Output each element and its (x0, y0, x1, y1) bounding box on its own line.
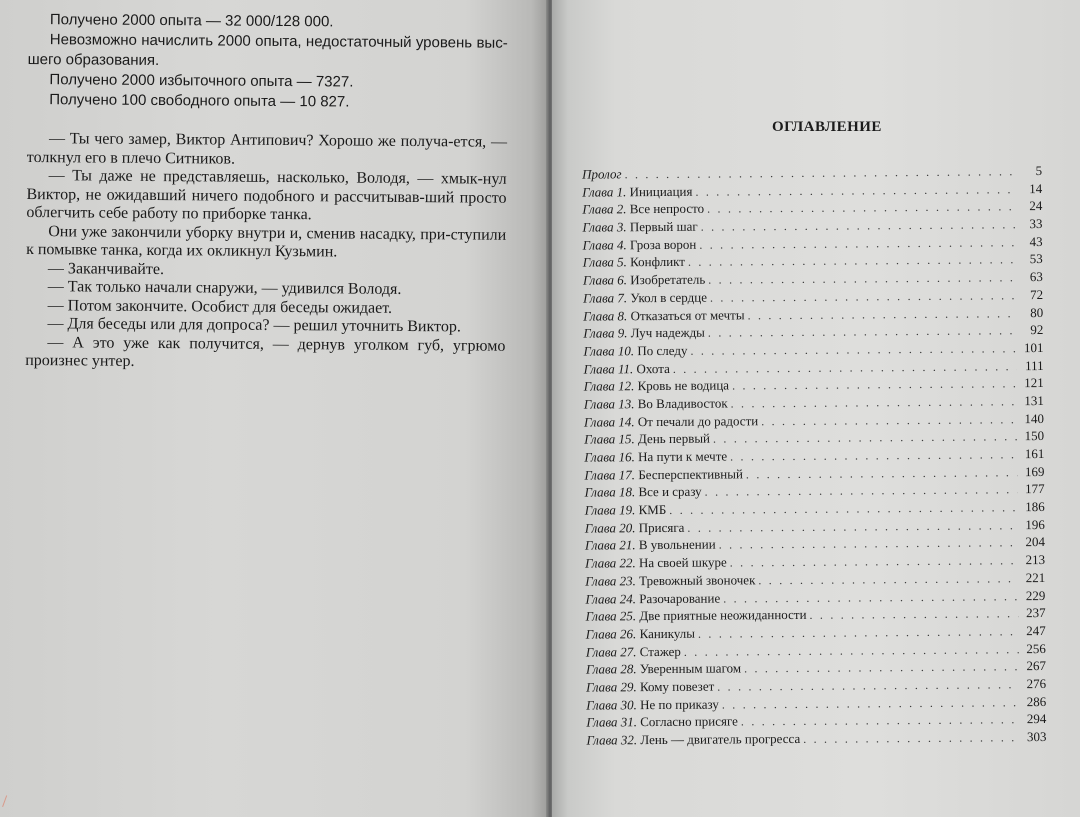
toc-page-number: 229 (1025, 587, 1046, 603)
toc-entry-label (586, 661, 741, 678)
toc-dot-leader (717, 677, 1019, 694)
toc-dot-leader (719, 536, 1018, 553)
toc-chapter-number: Глава 22. (585, 555, 636, 571)
toc-dot-leader (701, 217, 1016, 234)
toc-entry-label (583, 254, 685, 271)
toc-dot-leader (699, 235, 1015, 252)
toc-chapter-number: Глава 27. (585, 643, 637, 660)
toc-dot-leader (744, 659, 1019, 676)
toc-page-number: 131 (1024, 392, 1044, 409)
toc-chapter-number: Пролог (582, 166, 622, 182)
prose-paragraph: — Ты чего замер, Виктор Антипович? Хорошо же получа-ется, — толкнул его в плечо Ситников. (26, 130, 508, 168)
toc-chapter-number: Глава 9. (583, 325, 628, 341)
toc-chapter-number: Глава 28. (585, 661, 637, 677)
toc-entry-label (584, 413, 758, 430)
toc-chapter-number: Глава 4. (582, 237, 627, 253)
toc-dot-leader (705, 483, 1018, 500)
toc-entry-label (584, 395, 728, 412)
toc-entry-label (586, 731, 800, 749)
toc-page-number: 121 (1024, 375, 1044, 391)
toc-dot-leader (710, 288, 1016, 305)
toc-page-number: 213 (1025, 552, 1046, 568)
toc-dot-leader (741, 713, 1020, 730)
toc-dot-leader (684, 642, 1019, 660)
toc-chapter-number: Глава 15. (584, 431, 635, 447)
prose-paragraph: — Потом закончите. Особист для беседы ожидает. (47, 296, 393, 317)
toc-page-number: 286 (1026, 693, 1047, 709)
toc-entry-label (585, 502, 667, 519)
system-message: Получено 100 свободного опыта — 10 827. (49, 91, 350, 111)
toc-dot-leader (748, 306, 1017, 323)
toc-entry-label (585, 572, 755, 589)
toc-page-number: 294 (1026, 711, 1047, 727)
prose-paragraph: Они уже закончили уборку внутри и, сменив насадку, при-ступили к помывке танка, когда их окликнул Кузьмин. (26, 222, 507, 261)
toc-chapter-number: Глава 14. (583, 413, 635, 430)
toc-dot-leader (698, 624, 1019, 642)
toc-entry-label (586, 696, 719, 713)
toc-chapter-title: КМБ (638, 502, 667, 518)
toc-chapter-number: Глава 24. (585, 590, 637, 607)
toc-chapter-title: Отказаться от мечты (630, 306, 745, 323)
toc-chapter-title: Инициация (629, 183, 693, 199)
toc-page-number: 237 (1025, 605, 1046, 621)
toc-dot-leader (730, 553, 1018, 570)
toc-dot-leader (708, 323, 1017, 340)
toc-chapter-title: По следу (637, 342, 688, 359)
toc-page-number: 24 (1029, 198, 1043, 214)
toc-entry-label (586, 626, 695, 643)
toc-chapter-title: Тревожный звоночек (639, 572, 756, 588)
toc-chapter-number: Глава 8. (583, 307, 628, 324)
toc-entry-label (585, 484, 702, 501)
prose-paragraph: — Так только начали снаружи, — удивился Володя. (47, 278, 402, 298)
toc-entry-label (582, 166, 622, 182)
toc-chapter-title: Бесперспективный (638, 466, 743, 482)
toc-page-number: 161 (1024, 445, 1045, 462)
toc-chapter-number: Глава 13. (583, 396, 635, 412)
toc-dot-leader (708, 270, 1016, 287)
toc-entry-label (586, 643, 681, 660)
toc-entry-label (583, 325, 705, 342)
toc-page-number: 247 (1026, 622, 1046, 639)
toc-chapter-number: Глава 20. (584, 519, 636, 536)
left-page-text (25, 10, 508, 374)
toc-entry-label (583, 307, 744, 324)
prose-paragraph: — Ты даже не представляешь, насколько, Володя, — хмык-нул Виктор, не ожидавший ничего подобного и рассчитывав-ший просто облегчить себе работу по приборке танка. (26, 167, 507, 224)
toc-entry-label (586, 679, 714, 696)
toc-page-number: 303 (1026, 728, 1047, 745)
toc-chapter-title: Уверенным шагом (639, 660, 742, 677)
system-message: Невозможно начислить 2000 опыта, недостаточный уровень выс-шего образования. (27, 31, 508, 70)
toc-page-number: 169 (1024, 463, 1045, 479)
toc-page-number: 63 (1029, 269, 1043, 285)
toc-entry-label (582, 183, 692, 200)
toc-page-number: 53 (1029, 251, 1043, 267)
toc-chapter-number: Глава 23. (585, 573, 636, 589)
toc-chapter-title: В увольнении (638, 537, 716, 553)
toc-chapter-title: Разочарование (639, 590, 721, 606)
toc-page-number: 177 (1025, 481, 1045, 497)
toc-chapter-number: Глава 30. (586, 696, 637, 713)
toc-dot-leader (707, 200, 1015, 217)
toc-page-number: 140 (1024, 410, 1045, 426)
toc-chapter-number: Глава 29. (586, 679, 637, 695)
toc-chapter-number: Глава 16. (584, 449, 635, 465)
toc-entry-label (584, 466, 743, 483)
toc-page-number: 221 (1025, 569, 1046, 585)
toc-chapter-title: Все непросто (629, 201, 705, 217)
prose-paragraph: — Заканчивайте. (47, 259, 165, 278)
toc-entry-label (583, 289, 707, 306)
toc-chapter-number: Глава 1. (582, 183, 627, 200)
toc-page-number: 72 (1029, 286, 1044, 302)
toc-chapter-title: Не по приказу (640, 696, 719, 712)
toc-chapter-number: Глава 5. (582, 254, 627, 271)
toc-chapter-number: Глава 26. (585, 626, 637, 642)
system-message: Получено 2000 избыточного опыта — 7327. (49, 71, 354, 91)
toc-chapter-title: Укол в сердце (630, 289, 707, 306)
toc-dot-leader (809, 606, 1018, 623)
toc-chapter-number: Глава 2. (582, 201, 627, 217)
toc-chapter-number: Глава 10. (583, 343, 635, 359)
toc-chapter-title: Все и сразу (638, 484, 702, 500)
toc-chapter-title: Изобретатель (630, 271, 706, 288)
toc-entry-label (582, 219, 697, 236)
toc-dot-leader (746, 465, 1018, 482)
toc-chapter-title: Первый шаг (629, 218, 698, 235)
toc-chapter-title: Охота (636, 360, 670, 376)
toc-page-number: 267 (1026, 658, 1047, 674)
toc-chapter-number: Глава 31. (586, 714, 638, 730)
toc-entry-label (584, 360, 670, 377)
toc-entry-label (582, 201, 704, 218)
prose-paragraph: — А это уже как получится, — дернув уголком губ, угрюмо произнес унтер. (25, 333, 506, 370)
toc-chapter-title: Кому повезет (639, 678, 715, 695)
toc-dot-leader (758, 571, 1018, 588)
toc-entry-label (583, 272, 705, 289)
toc-page-number: 111 (1024, 357, 1044, 373)
toc-chapter-title: Каникулы (639, 625, 696, 642)
toc-dot-leader (723, 589, 1018, 606)
toc-chapter-number: Глава 12. (583, 378, 635, 394)
toc-title: ОГЛАВЛЕНИЕ (772, 119, 882, 135)
toc-dot-leader (731, 394, 1017, 411)
toc-dot-leader (695, 182, 1015, 200)
toc-chapter-number: Глава 19. (584, 502, 636, 518)
toc-dot-leader (690, 341, 1016, 359)
toc-chapter-title: На своей шкуре (638, 554, 727, 571)
toc-dot-leader (730, 447, 1017, 464)
toc-chapter-number: Глава 32. (586, 732, 638, 748)
table-of-contents (582, 163, 1047, 750)
toc-dot-leader (722, 695, 1019, 712)
toc-page-number: 5 (1035, 163, 1043, 179)
toc-entry-label (585, 590, 720, 607)
toc-dot-leader (687, 518, 1018, 536)
toc-dot-leader (732, 376, 1017, 393)
toc-page-number: 150 (1024, 428, 1045, 444)
toc-chapter-title: Лень — двигатель прогресса (640, 730, 801, 748)
toc-entry-label (585, 520, 685, 537)
toc-entry-label (584, 431, 710, 448)
toc-entry-label (586, 714, 738, 731)
toc-chapter-title: Стажер (639, 643, 681, 659)
toc-chapter-number: Глава 3. (582, 219, 627, 235)
toc-page-number: 101 (1023, 339, 1044, 356)
toc-entry-label (585, 607, 806, 625)
toc-chapter-title: Кровь не водица (637, 377, 730, 394)
toc-entry (586, 729, 1046, 750)
toc-entry-label (585, 555, 727, 572)
toc-chapter-number: Глава 6. (582, 272, 628, 288)
toc-chapter-title: Во Владивосток (637, 395, 728, 412)
toc-page-number: 80 (1030, 304, 1044, 320)
toc-page-number: 43 (1029, 233, 1043, 249)
toc-chapter-number: Глава 25. (585, 608, 637, 624)
pen-mark (2, 795, 12, 808)
toc-chapter-title: Конфликт (630, 254, 686, 270)
toc-entry-label (583, 343, 687, 360)
toc-chapter-title: Согласно присяге (640, 713, 738, 730)
toc-chapter-number: Глава 18. (584, 484, 636, 500)
toc-entry-label (585, 537, 716, 554)
toc-dot-leader (713, 430, 1017, 447)
toc-dot-leader (624, 164, 1015, 182)
toc-entry-label (583, 236, 697, 253)
toc-dot-leader (673, 359, 1017, 377)
system-message: Получено 2000 опыта — 32 000/128 000. (49, 11, 334, 31)
toc-page-number: 92 (1030, 322, 1044, 338)
toc-chapter-number: Глава 7. (582, 290, 628, 306)
toc-page-number: 256 (1026, 640, 1046, 656)
toc-dot-leader (761, 412, 1017, 429)
toc-page-number: 14 (1029, 180, 1043, 196)
toc-chapter-title: На пути к мечте (638, 448, 728, 465)
toc-dot-leader (803, 730, 1019, 747)
toc-page-number: 204 (1025, 534, 1046, 550)
toc-chapter-title: Присяга (638, 519, 685, 535)
toc-chapter-number: Глава 11. (583, 360, 634, 377)
right-page (552, 0, 1080, 817)
toc-chapter-number: Глава 17. (584, 466, 636, 483)
toc-chapter-title: Гроза ворон (629, 236, 697, 252)
toc-page-number: 186 (1025, 499, 1045, 515)
toc-page-number: 196 (1025, 516, 1045, 532)
toc-chapter-title: День первый (637, 430, 711, 447)
toc-dot-leader (669, 500, 1018, 518)
toc-dot-leader (688, 253, 1016, 271)
toc-page-number: 33 (1029, 216, 1043, 232)
toc-entry-label (584, 378, 729, 395)
toc-chapter-number: Глава 21. (584, 537, 636, 554)
toc-chapter-title: Две приятные неожиданности (639, 607, 807, 624)
toc-chapter-title: Луч надежды (630, 324, 705, 341)
prose-paragraph: — Для беседы или для допроса? — решил уточнить Виктор. (47, 315, 461, 336)
toc-entry-label (584, 448, 727, 465)
toc-chapter-title: От печали до радости (637, 412, 759, 429)
toc-page-number: 276 (1026, 675, 1047, 692)
